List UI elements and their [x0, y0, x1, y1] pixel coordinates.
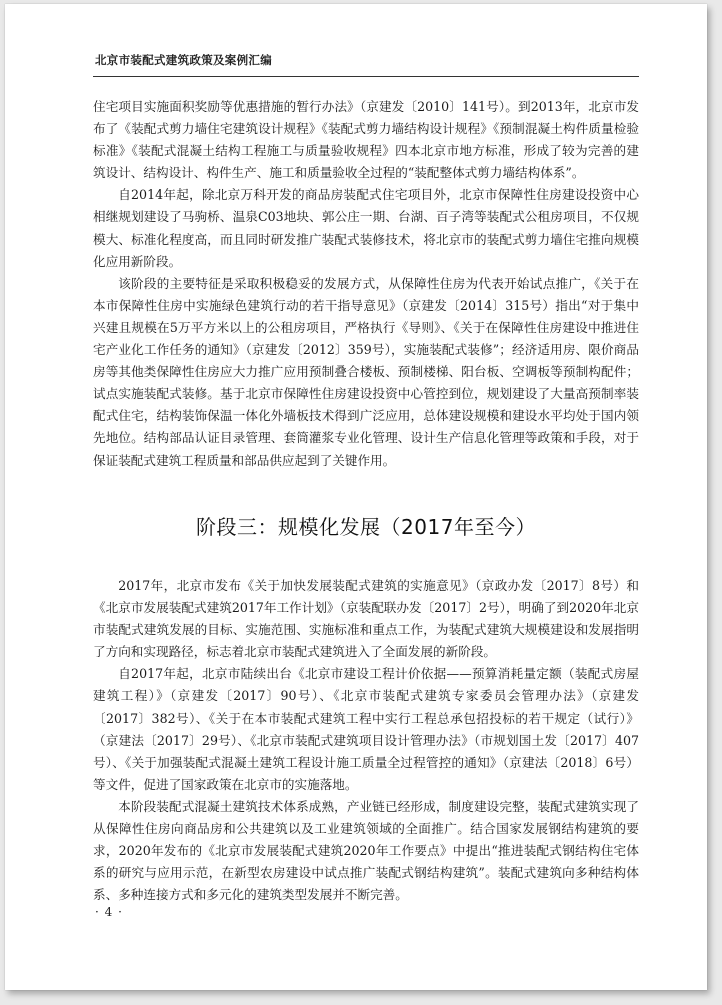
- paragraph-2017-documents: 自2017年起，北京市陆续出台《北京市建设工程计价依据——预算消耗量定额（装配式房屋建筑工程）》（京建发〔2017〕90号）、《北京市装配式建筑专家委员会管理办法》（京建发〔2017〕382号）、《关于在本市装配式建筑工程中实行工程总承包招投标的若干规定（试行）》（京建法〔2017〕29号）、《北京市装配式建筑项目设计管理办法》（市规划国土发〔2017〕407号）、《关于加强装配式混凝土建筑工程设计施工质量全过程管控的通知》（京建法〔2018〕6号）等文件，促进了国家政策在北京市的实施落地。: [93, 666, 639, 792]
- body-text-top: [93, 96, 639, 472]
- document-page: [5, 4, 707, 990]
- running-header: 北京市装配式建筑政策及案例汇编: [95, 53, 272, 67]
- paragraph-stage-features: 该阶段的主要特征是采取积极稳妥的发展方式，从保障性住房为代表开始试点推广，《关于在本市保障性住房中实施绿色建筑行动的若干指导意见》（京建发〔2014〕315号）指出“对于集中兴建且规模在5万平方米以上的公租房项目，严格执行《导则》、《关于在保障性住房建设中推进住宅产业化工作任务的通知》（京建发〔2012〕359号），实施装配式装修”；经济适用房、限价商品房等其他类保障性住房应大力推广应用预制叠合楼板、预制楼梯、阳台板、空调板等预制构配件；试点实施装配式装修。基于北京市保障性住房建设投资中心管控到位，规划建设了大量高预制率装配式住宅，结构装饰保温一体化外墙板技术得到广泛应用，总体建设规模和建设水平均处于国内领先地位。结构部品认证目录管理、套筒灌浆专业化管理、设计生产信息化管理等政策和手段，对于保证装配式建筑工程质量和部品供应起到了关键作用。: [93, 275, 639, 468]
- header-rule: [93, 76, 639, 77]
- section-heading: 阶段三：规模化发展（2017年至今）: [196, 515, 536, 539]
- paragraph-stage-maturity: 本阶段装配式混凝土建筑技术体系成熟，产业链已经形成，制度建设完整，装配式建筑实现了从保障性住房向商品房和公共建筑以及工业建筑领域的全面推广。结合国家发展钢结构建筑的要求，2020年发布的《北京市发展装配式建筑2020年工作要点》中提出“推进装配式钢结构住宅体系的研究与应用示范，在新型农房建设中试点推广装配式钢结构建筑”。装配式建筑向多种结构体系、多种连接方式和多元化的建筑类型发展并不断完善。: [93, 798, 639, 903]
- page-number: · 4 ·: [95, 905, 123, 919]
- paragraph-continuation: 住宅项目实施面积奖励等优惠措施的暂行办法》（京建发〔2010〕141号）。到2013年，北京市发布了《装配式剪力墙住宅建筑设计规程》《装配式剪力墙结构设计规程》《预制混凝土构件质量检验标准》《装配式混凝土结构工程施工与质量验收规程》四本北京市地方标准，形成了较为完善的建筑设计、结构设计、构件生产、施工和质量验收全过程的“装配整体式剪力墙结构体系”。: [93, 99, 639, 181]
- body-text-bottom: [93, 575, 639, 906]
- paragraph-2014-projects: 自2014年起，除北京万科开发的商品房装配式住宅项目外，北京市保障性住房建设投资中心相继规划建设了马驹桥、温泉C03地块、郭公庄一期、台湖、百子湾等装配式公租房项目，不仅规模大、标准化程度高，而且同时研发推广装配式装修技术，将北京市的装配式剪力墙住宅推向规模化应用新阶段。: [93, 187, 639, 269]
- paragraph-2017-policy: 2017年，北京市发布《关于加快发展装配式建筑的实施意见》（京政办发〔2017〕8号）和《北京市发展装配式建筑2017年工作计划》（京装配联办发〔2017〕2号），明确了到2020年北京市装配式建筑发展的目标、实施范围、实施标准和重点工作，为装配式建筑大规模建设和发展指明了方向和实现路径，标志着北京市装配式建筑进入了全面发展的新阶段。: [93, 578, 639, 660]
